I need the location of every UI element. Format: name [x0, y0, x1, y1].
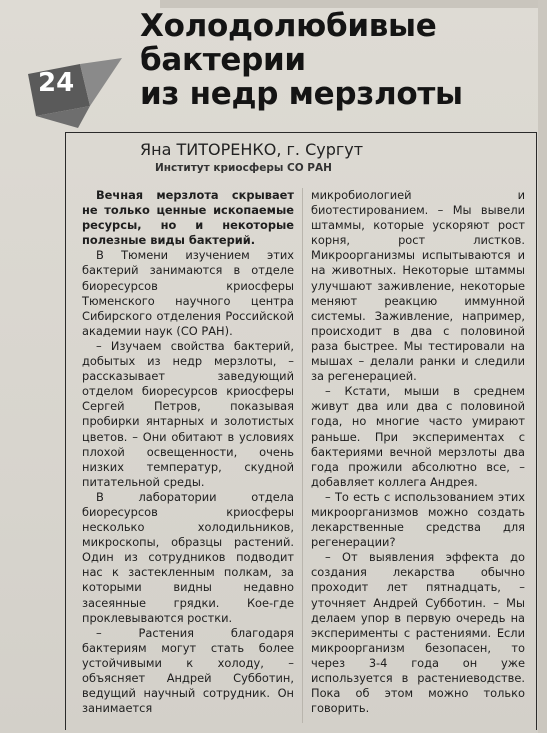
page-number: 24	[38, 68, 75, 98]
headline-line-1: Холодолюбивые	[140, 8, 437, 44]
headline-line-3: из недр мерзлоты	[140, 76, 463, 112]
article-paragraph: – Растения благодаря бактериям могут стать более устойчивыми к холоду, – объясняет Андрей Субботин, ведущий научный сотрудник. Он занимается	[82, 625, 294, 716]
article-column-right	[311, 188, 525, 716]
author-byline: Яна ТИТОРЕНКО, г. Сургут	[140, 140, 364, 159]
article-paragraph: – Кстати, мыши в среднем живут два или два с половиной года, но многие часто умирают раньше. При экспериментах с бактериями вечной мерзлоты два года прожили абсолютно все, – добавляет коллега Андрея.	[311, 384, 525, 489]
headline	[140, 9, 540, 111]
page-number-badge	[18, 44, 138, 134]
article-paragraph: – Изучаем свойства бактерий, добытых из недр мерзлоты, – рассказывает заведующий отделом биоресурсов криосферы Сергей Петров, показывая пробирки янтарных и золотистых цветов. – Они обитают в условиях плохой освещенности, очень низких температур, скудной питательной среды.	[82, 338, 294, 489]
column-divider	[302, 188, 303, 723]
article-column-left	[82, 188, 294, 716]
article-paragraph: – От выявления эффекта до создания лекарства обычно проходит лет пятнадцать, – уточняет Андрей Субботин. – Мы делаем упор в первую очередь на эксперименты с растениями. Если микроорганизм безопасен, то через 3-4 года он уже используется в растениеводстве. Пока об этом можно только говорить.	[311, 550, 525, 716]
top-strip	[160, 0, 547, 8]
article-paragraph: В лаборатории отдела биоресурсов криосферы несколько холодильников, микроскопы, образцы растений. Один из сотрудников подводит нас к застекленным полкам, за которыми видны недавно засеянные грядки. Кое-где проклевываются ростки.	[82, 489, 294, 625]
badge-shape-icon	[18, 44, 138, 134]
author-affiliation: Институт криосферы СО РАН	[155, 162, 332, 174]
headline-line-2: бактерии	[140, 42, 306, 78]
article-lead: Вечная мерзлота скрывает не только ценные ископаемые ресурсы, но и некоторые полезные виды бактерий.	[82, 188, 294, 248]
article-paragraph: В Тюмени изучением этих бактерий занимаются в отделе биоресурсов криосферы Тюменского научного центра Сибирского отделения Российской академии наук (СО РАН).	[82, 248, 294, 338]
article-paragraph: микробиологией и биотестированием. – Мы вывели штаммы, которые ускоряют рост корня, рост листков. Микроорганизмы испытываются и на животных. Некоторые штаммы улучшают заживление, некоторые меняют реакцию иммунной системы. Заживление, например, происходит в два с половиной раза быстрее. Мы тестировали на мышах – делали ранки и следили за регенерацией.	[311, 188, 525, 384]
article-paragraph: – То есть с использованием этих микроорганизмов можно создать лекарственные средства для регенерации?	[311, 489, 525, 550]
